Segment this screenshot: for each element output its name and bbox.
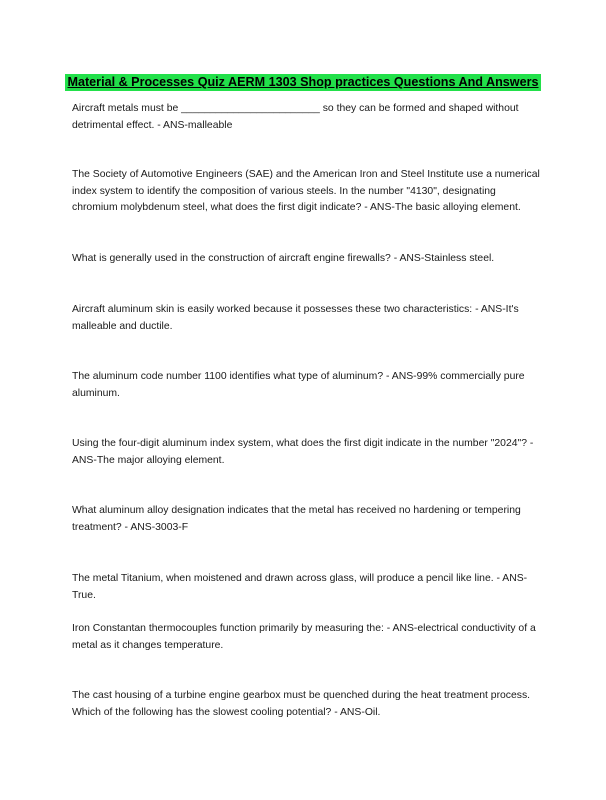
qa-item-4: Aircraft aluminum skin is easily worked because it possesses these two characteristics: - ANS-It's malleable and ductile. (72, 304, 519, 332)
document-title: Material & Processes Quiz AERM 1303 Shop practices Questions And Answers (67, 75, 539, 89)
title-container (0, 73, 606, 91)
qa-item-3: What is generally used in the construction of aircraft engine firewalls? - ANS-Stainless steel. (72, 253, 495, 264)
qa-item-5: The aluminum code number 1100 identifies what type of aluminum? - ANS-99% commercially pure aluminum. (72, 371, 525, 399)
qa-item-6: Using the four-digit aluminum index system, what does the first digit indicate in the number "2024"? - ANS-The major alloying element. (72, 438, 534, 466)
qa-item-7: What aluminum alloy designation indicates that the metal has received no hardening or tempering treatment? - ANS-3003-F (72, 505, 521, 533)
qa-item-8: The metal Titanium, when moistened and drawn across glass, will produce a pencil like line. - ANS-True. (72, 573, 528, 601)
qa-item-10: The cast housing of a turbine engine gearbox must be quenched during the heat treatment process. Which of the following has the slowest cooling potential? - ANS-Oil. (72, 690, 531, 718)
qa-item-9: Iron Constantan thermocouples function primarily by measuring the: - ANS-electrical conductivity of a metal as it changes temperature. (72, 623, 536, 651)
qa-item-1: Aircraft metals must be ________________________ so they can be formed and shaped without detrimental effect. - ANS-malleable (72, 103, 519, 131)
qa-item-2: The Society of Automotive Engineers (SAE) and the American Iron and Steel Institute use a numerical index system to identify the composition of various steels. In the number "4130", designating chromium molybdenum steel, what does the first digit indicate? - ANS-The basic alloying element. (72, 169, 540, 214)
